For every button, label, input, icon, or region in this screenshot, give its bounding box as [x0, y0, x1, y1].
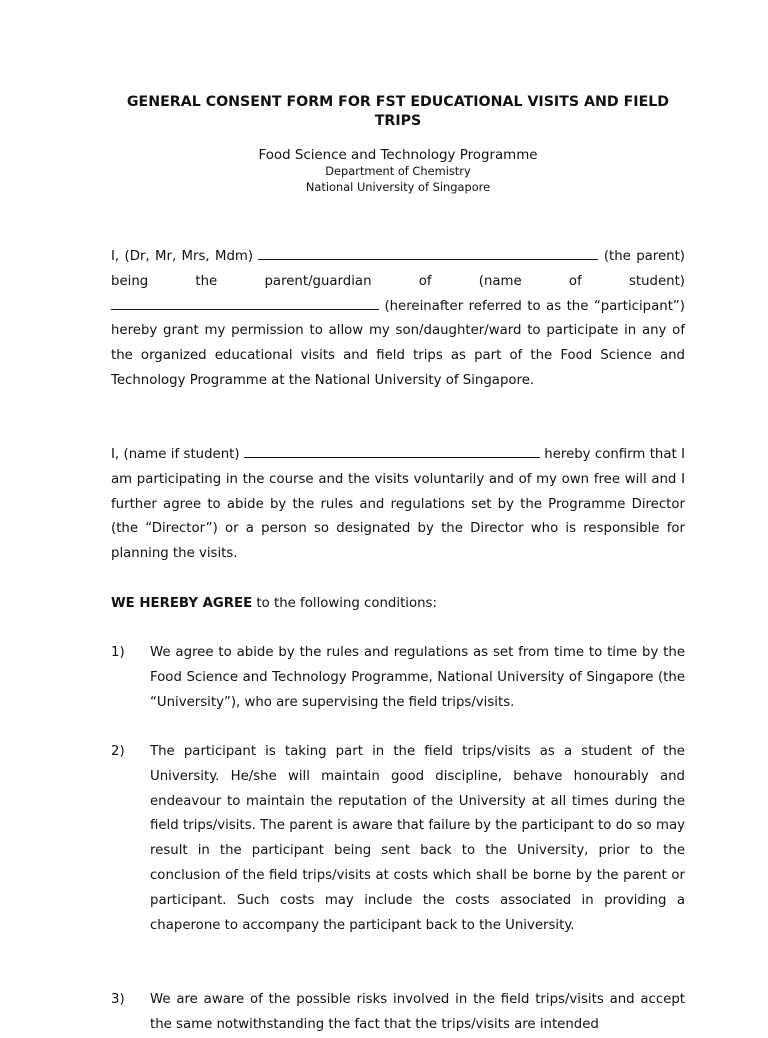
condition-text: The participant is taking part in the field trips/visits as a student of the University. He/she will maintain good discipline, behave honourably and endeavour to maintain the reputation of the University at all times during the field trips/visits. The parent is aware that failure by the participant to do so may result in the participant being sent back to the University, prior to the conclusion of the field trips/visits at costs which shall be borne by the parent or participant. Such costs may include the costs associated in providing a chaperone to accompany the participant back to the University.	[150, 744, 685, 933]
student-name-label: I, (name if student)	[111, 447, 240, 462]
university-name: National University of Singapore	[305, 180, 491, 194]
agreement-rest-text: to the following conditions:	[252, 596, 437, 611]
parent-title-label: I, (Dr, Mr, Mrs, Mdm)	[111, 249, 254, 264]
agreement-heading	[111, 592, 685, 617]
student-name-blank[interactable]	[111, 297, 379, 310]
parent-guardian-text: (the parent) being the parent/guardian of (name of student)	[111, 249, 685, 289]
student-self-name-blank[interactable]	[244, 445, 540, 458]
agreement-bold-text: WE HEREBY AGREE	[111, 596, 253, 611]
condition-number: 3)	[111, 992, 125, 1007]
student-confirmation-paragraph	[111, 443, 685, 567]
parent-name-blank[interactable]	[258, 247, 598, 260]
condition-number: 2)	[111, 744, 125, 759]
parent-consent-paragraph	[111, 245, 685, 394]
form-title: GENERAL CONSENT FORM FOR FST EDUCATIONAL VISITS AND FIELD TRIPS	[126, 94, 670, 129]
student-confirmation-text: hereby confirm that I am participating in the course and the visits voluntarily and of my own free will and I further agree to abide by the rules and regulations set by the Programme Director (the “Director”) or a person so designated by the Director who is responsible for planning the visits.	[111, 447, 686, 562]
department-name: Department of Chemistry	[325, 164, 471, 178]
programme-name: Food Science and Technology Programme	[258, 148, 538, 163]
condition-text: We are aware of the possible risks involved in the field trips/visits and accept the same notwithstanding the fact that the trips/visits are intended	[150, 992, 685, 1032]
condition-number: 1)	[111, 645, 125, 660]
condition-text: We agree to abide by the rules and regulations as set from time to time by the Food Science and Technology Programme, National University of Singapore (the “University”), who are supervising the field trips/visits.	[150, 645, 685, 710]
participant-permission-text: (hereinafter referred to as the “participant”) hereby grant my permission to allow my son/daughter/ward to participate in any of the organized educational visits and field trips as part of the Food Science and Technology Programme at the National University of Singapore.	[111, 298, 685, 388]
